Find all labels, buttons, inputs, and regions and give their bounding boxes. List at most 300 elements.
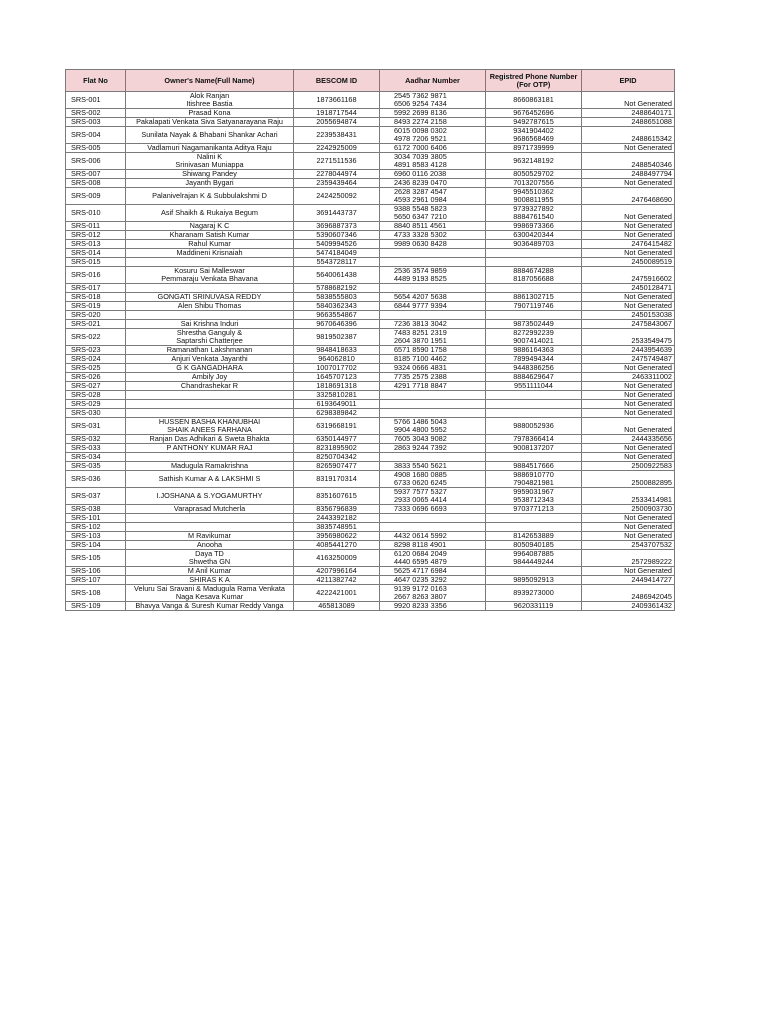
aadhar-number-cell-line: 3034 7039 3805 [394,152,447,161]
phone-number-cell [486,532,582,541]
bescom-id-cell: 9670646396 [294,320,380,329]
flat-no-cell: SRS-007 [66,170,126,179]
epid-cell: 2488651088 [582,118,675,127]
owner-name-cell [126,92,294,109]
aadhar-number-cell [380,514,486,523]
epid-cell: 2449414727 [582,576,675,585]
owner-name-cell-line: M Ravikumar [188,531,231,540]
owner-name-cell-line: Vadlamuri Nagamanikanta Aditya Raju [147,143,272,152]
epid-cell: 2500922583 [582,462,675,471]
table-row [66,471,675,488]
aadhar-number-cell-line: 6172 7000 6406 [394,143,447,152]
phone-number-cell [486,418,582,435]
aadhar-number-cell-line: 7483 8251 2319 [394,328,447,337]
epid-cell: Not Generated [582,179,675,188]
epid-cell: Not Generated [582,418,675,435]
owner-name-cell [126,329,294,346]
phone-number-cell [486,567,582,576]
epid-cell: 2443954639 [582,346,675,355]
owner-name-cell-line: Naga Kesava Kumar [175,592,244,601]
phone-number-cell-line: 7904821981 [513,478,554,487]
epid-cell: Not Generated [582,523,675,532]
table-row [66,249,675,258]
aadhar-number-cell-line: 4647 0235 3292 [394,575,447,584]
flat-no-cell: SRS-103 [66,532,126,541]
bescom-id-cell: 5640061438 [294,267,380,284]
owner-name-cell [126,222,294,231]
aadhar-number-cell [380,373,486,382]
phone-number-cell [486,523,582,532]
phone-number-cell-line: 8660863181 [513,95,554,104]
epid-cell: 2450153038 [582,311,675,320]
aadhar-number-cell-line: 5992 2699 8136 [394,108,447,117]
phone-number-cell-line: 8272992239 [513,328,554,337]
owner-name-cell [126,462,294,471]
bescom-id-cell: 9848418633 [294,346,380,355]
phone-number-cell-line: 8142653889 [513,531,554,540]
epid-cell: 2463311002 [582,373,675,382]
phone-number-cell [486,249,582,258]
epid-cell: Not Generated [582,567,675,576]
flat-no-cell: SRS-034 [66,453,126,462]
owner-name-cell [126,320,294,329]
aadhar-number-cell [380,567,486,576]
flat-no-cell: SRS-016 [66,267,126,284]
aadhar-number-cell-line: 6120 0684 2049 [394,549,447,558]
header-phone-number: Registred Phone Number (For OTP) [486,70,582,92]
table-row [66,400,675,409]
epid-cell: 2409361432 [582,602,675,611]
bescom-id-cell: 6350144977 [294,435,380,444]
epid-cell: 2543707532 [582,541,675,550]
owner-name-cell [126,532,294,541]
epid-cell: 2450089519 [582,258,675,267]
aadhar-number-cell-line: 5766 1486 5043 [394,417,447,426]
phone-number-cell-line: 9008137207 [513,443,554,452]
aadhar-number-cell-line: 2545 7362 9871 [394,91,447,100]
table-row [66,541,675,550]
phone-number-cell [486,267,582,284]
owner-name-cell-line: Asif Shaikh & Rukaiya Begum [161,208,258,217]
epid-cell: Not Generated [582,249,675,258]
owner-name-cell [126,170,294,179]
phone-number-cell-line: 9036489703 [513,239,554,248]
bescom-id-cell: 6298389842 [294,409,380,418]
owner-name-cell [126,249,294,258]
aadhar-number-cell [380,302,486,311]
flat-no-cell: SRS-022 [66,329,126,346]
bescom-id-cell: 3835748951 [294,523,380,532]
bescom-id-cell: 4085441270 [294,541,380,550]
aadhar-number-cell [380,284,486,293]
phone-number-cell [486,311,582,320]
epid-cell: Not Generated [582,382,675,391]
flat-no-cell: SRS-008 [66,179,126,188]
aadhar-number-cell [380,293,486,302]
owner-name-cell [126,576,294,585]
owner-name-cell-line: Bhavya Vanga & Suresh Kumar Reddy Vanga [135,601,284,610]
flat-no-cell: SRS-017 [66,284,126,293]
table-row [66,576,675,585]
phone-number-cell-line: 9538712343 [513,495,554,504]
table-row [66,92,675,109]
epid-cell: Not Generated [582,205,675,222]
header-epid: EPID [582,70,675,92]
phone-number-cell-line: 8971739999 [513,143,554,152]
bescom-id-cell: 1918717544 [294,109,380,118]
epid-cell: Not Generated [582,144,675,153]
owner-name-cell-line: Pakalapati Venkata Siva Satyanarayana Raju [136,117,283,126]
aadhar-number-cell-line: 4593 2961 0984 [394,195,447,204]
bescom-id-cell: 4163250009 [294,550,380,567]
aadhar-number-cell [380,523,486,532]
bescom-id-cell: 8250704342 [294,453,380,462]
aadhar-number-cell-line: 8298 8118 4901 [394,540,447,549]
header-aadhar-number: Aadhar Number [380,70,486,92]
aadhar-number-cell-line: 8185 7100 4462 [394,354,447,363]
owner-name-cell [126,355,294,364]
owner-name-cell [126,373,294,382]
phone-number-cell [486,462,582,471]
bescom-id-cell: 964062810 [294,355,380,364]
bescom-id-cell: 9819502387 [294,329,380,346]
flat-no-cell: SRS-037 [66,488,126,505]
epid-cell: 2475843067 [582,320,675,329]
phone-number-cell [486,222,582,231]
owner-name-cell-line: HUSSEN BASHA KHANUBHAI [158,417,261,426]
phone-number-cell [486,488,582,505]
owner-name-cell-line: Ambily Joy [191,372,228,381]
table-row [66,505,675,514]
aadhar-number-cell [380,391,486,400]
flat-no-cell: SRS-026 [66,373,126,382]
bescom-id-cell: 4207996164 [294,567,380,576]
flat-no-cell: SRS-028 [66,391,126,400]
owner-name-cell [126,453,294,462]
epid-cell: Not Generated [582,532,675,541]
aadhar-number-cell [380,541,486,550]
bescom-id-cell: 3691443737 [294,205,380,222]
flat-no-cell: SRS-009 [66,188,126,205]
aadhar-number-cell [380,400,486,409]
owner-name-cell-line: Ramanathan Lakshmanan [166,345,253,354]
bescom-id-cell: 2359439464 [294,179,380,188]
owner-name-cell-line: Anooha [196,540,223,549]
phone-number-cell [486,302,582,311]
owner-name-cell-line: M Anil Kumar [187,566,232,575]
flat-no-cell: SRS-038 [66,505,126,514]
epid-cell: 2444335656 [582,435,675,444]
aadhar-number-cell [380,409,486,418]
epid-cell: 2488497794 [582,170,675,179]
header-owner-name: Owner's Name(Full Name) [126,70,294,92]
bescom-id-cell: 5409994526 [294,240,380,249]
aadhar-number-cell [380,532,486,541]
aadhar-number-cell [380,364,486,373]
aadhar-number-cell [380,267,486,284]
flat-no-cell: SRS-109 [66,602,126,611]
phone-number-cell [486,409,582,418]
epid-cell: 2500882895 [582,471,675,488]
epid-cell: 2450128471 [582,284,675,293]
table-row [66,514,675,523]
phone-number-cell [486,258,582,267]
owner-name-cell-line: Shrestha Ganguly & [176,328,243,337]
phone-number-cell-line: 9880052936 [513,421,554,430]
owner-name-cell-line: Itishree Bastia [186,99,233,108]
flat-no-cell: SRS-106 [66,567,126,576]
phone-number-cell-line: 9686568469 [513,134,554,143]
flat-no-cell: SRS-105 [66,550,126,567]
aadhar-number-cell-line: 8840 8511 4561 [394,221,447,230]
owner-name-cell-line: Anjuri Venkata Jayanthi [171,354,248,363]
table-row [66,532,675,541]
epid-cell: Not Generated [582,302,675,311]
phone-number-cell-line: 8861302715 [513,292,554,301]
aadhar-number-cell-line: 7605 3043 9082 [394,434,447,443]
aadhar-number-cell [380,311,486,320]
phone-number-cell [486,144,582,153]
owner-name-cell [126,240,294,249]
bescom-id-cell: 1007017702 [294,364,380,373]
table-row [66,462,675,471]
owner-name-cell [126,585,294,602]
flat-no-cell: SRS-036 [66,471,126,488]
phone-number-cell-line: 9620331119 [513,601,554,610]
flat-no-cell: SRS-025 [66,364,126,373]
owner-name-cell-line: G K GANGADHARA [176,363,243,372]
aadhar-number-cell [380,118,486,127]
table-row [66,284,675,293]
owner-name-cell [126,505,294,514]
aadhar-number-cell-line: 5625 4717 6984 [394,566,447,575]
owner-name-cell [126,284,294,293]
phone-number-cell [486,505,582,514]
owner-name-cell [126,293,294,302]
owner-name-cell [126,258,294,267]
owner-name-cell [126,444,294,453]
table-row [66,222,675,231]
aadhar-number-cell-line: 3833 5540 5621 [394,461,447,470]
phone-number-cell [486,355,582,364]
header-row [66,70,675,92]
owner-name-cell-line: Ranjan Das Adhikari & Sweta Bhakta [149,434,270,443]
owner-name-cell [126,435,294,444]
aadhar-number-cell-line: 2604 3870 1951 [394,336,447,345]
aadhar-number-cell-line: 4440 6595 4879 [394,557,447,566]
phone-number-cell [486,92,582,109]
phone-number-cell [486,550,582,567]
owner-name-cell [126,418,294,435]
table-row [66,267,675,284]
epid-cell: Not Generated [582,444,675,453]
aadhar-number-cell [380,444,486,453]
flat-no-cell: SRS-004 [66,127,126,144]
owner-name-cell-line: Kosuru Sai Malleswar [174,266,245,275]
table-row [66,231,675,240]
phone-number-cell [486,444,582,453]
flat-no-cell: SRS-030 [66,409,126,418]
phone-number-cell [486,170,582,179]
owner-name-cell-line: Chandrashekar R [180,381,239,390]
bescom-id-cell: 3956980622 [294,532,380,541]
table-row [66,435,675,444]
epid-cell: Not Generated [582,400,675,409]
aadhar-number-cell [380,488,486,505]
phone-number-cell [486,231,582,240]
aadhar-number-cell-line: 7735 2575 2388 [394,372,447,381]
epid-cell: 2533549475 [582,329,675,346]
bescom-id-cell: 9663554867 [294,311,380,320]
phone-number-cell [486,602,582,611]
owner-name-cell-line: Daya TD [195,549,224,558]
phone-number-cell-line: 8939273000 [513,588,554,597]
owner-name-cell [126,567,294,576]
owner-name-cell-line: Veluru Sai Sravani & Madugula Rama Venkata [134,584,285,593]
flat-no-cell: SRS-032 [66,435,126,444]
aadhar-number-cell-line: 6960 0116 2038 [394,169,447,178]
aadhar-number-cell-line: 4291 7718 8847 [394,381,447,390]
aadhar-number-cell-line: 6844 9777 9394 [394,301,447,310]
phone-number-cell [486,514,582,523]
phone-number-cell [486,364,582,373]
phone-number-cell-line: 7013207556 [513,178,554,187]
bescom-id-cell: 8319170314 [294,471,380,488]
owner-name-cell [126,118,294,127]
aadhar-number-cell-line: 9324 0666 4831 [394,363,447,372]
phone-number-cell-line: 6300420344 [513,230,554,239]
table-row [66,373,675,382]
table-row [66,118,675,127]
aadhar-number-cell [380,205,486,222]
bescom-id-cell: 6193649011 [294,400,380,409]
phone-number-cell [486,400,582,409]
aadhar-number-cell [380,453,486,462]
aadhar-number-cell-line: 2933 0065 4414 [394,495,447,504]
aadhar-number-cell-line: 9139 9172 0163 [394,584,447,593]
phone-number-cell-line: 9884517666 [513,461,554,470]
phone-number-cell-line: 8187056688 [513,274,554,283]
aadhar-number-cell-line: 5937 7577 5327 [394,487,447,496]
bescom-id-cell: 8265907477 [294,462,380,471]
flat-no-cell: SRS-104 [66,541,126,550]
phone-number-cell [486,284,582,293]
phone-number-cell [486,205,582,222]
table-row [66,488,675,505]
table-row [66,523,675,532]
phone-number-cell-line: 9986973366 [513,221,554,230]
table-row [66,585,675,602]
bescom-id-cell: 6319668191 [294,418,380,435]
owner-name-cell-line: Srinivasan Muniappa [175,160,244,169]
owner-name-cell [126,550,294,567]
owner-name-cell [126,267,294,284]
flat-no-cell: SRS-024 [66,355,126,364]
epid-cell: 2488615342 [582,127,675,144]
aadhar-number-cell [380,258,486,267]
owner-name-cell-line: SHAIK ANEES FARHANA [167,425,252,434]
aadhar-number-cell [380,462,486,471]
owner-name-cell-line: Maddineni Krisnaiah [176,248,243,257]
bescom-id-cell: 2278044974 [294,170,380,179]
aadhar-number-cell [380,355,486,364]
table-row [66,258,675,267]
epid-cell: 2486942045 [582,585,675,602]
table-row [66,364,675,373]
bescom-id-cell: 1873661168 [294,92,380,109]
owner-name-cell [126,523,294,532]
phone-number-cell-line: 9632148192 [513,156,554,165]
table-row [66,409,675,418]
table-row [66,127,675,144]
phone-number-cell [486,118,582,127]
table-row [66,170,675,179]
phone-number-cell-line: 7907119746 [513,301,554,310]
aadhar-number-cell-line: 6506 9254 7434 [394,99,447,108]
flat-no-cell: SRS-011 [66,222,126,231]
table-row [66,205,675,222]
epid-cell: 2476415482 [582,240,675,249]
flat-no-cell: SRS-006 [66,153,126,170]
owner-name-cell-line: Saptarshi Chatterjee [176,336,243,345]
table-row [66,188,675,205]
flat-no-cell: SRS-102 [66,523,126,532]
aadhar-number-cell [380,329,486,346]
phone-number-cell-line: 9945510362 [513,187,554,196]
phone-number-cell-line: 8884761540 [513,212,554,221]
flat-no-cell: SRS-029 [66,400,126,409]
phone-number-cell [486,293,582,302]
aadhar-number-cell-line: 8493 2274 2158 [394,117,447,126]
aadhar-number-cell-line: 5654 4207 5638 [394,292,447,301]
aadhar-number-cell [380,435,486,444]
epid-cell: 2475916602 [582,267,675,284]
owner-name-cell-line: GONGATI SRINUVASA REDDY [157,292,262,301]
flat-no-cell: SRS-015 [66,258,126,267]
phone-number-cell-line: 9448386256 [513,363,554,372]
bescom-id-cell: 5840362343 [294,302,380,311]
aadhar-number-cell [380,92,486,109]
aadhar-number-cell-line: 2667 8263 3807 [394,592,447,601]
phone-number-cell-line: 7978366414 [513,434,554,443]
owner-name-cell-line: Alen Shibu Thomas [177,301,242,310]
owner-name-cell-line: Alok Ranjan [189,91,230,100]
owner-name-cell [126,391,294,400]
bescom-id-cell: 2242925009 [294,144,380,153]
flat-no-cell: SRS-018 [66,293,126,302]
table-row [66,444,675,453]
owner-name-cell [126,541,294,550]
owner-name-cell-line: Prasad Kona [188,108,231,117]
owner-name-cell-line: SHIRAS K A [189,575,230,584]
aadhar-number-cell [380,222,486,231]
aadhar-number-cell-line: 9388 5548 5823 [394,204,447,213]
aadhar-number-cell [380,418,486,435]
epid-cell: 2572989222 [582,550,675,567]
flat-no-cell: SRS-031 [66,418,126,435]
phone-number-cell-line: 9964087885 [513,549,554,558]
phone-number-cell [486,127,582,144]
epid-cell: Not Generated [582,453,675,462]
phone-number-cell [486,109,582,118]
table-row [66,453,675,462]
epid-cell: 2488640171 [582,109,675,118]
bescom-id-cell: 4222421001 [294,585,380,602]
phone-number-cell [486,373,582,382]
phone-number-cell-line: 8884629647 [513,372,554,381]
phone-number-cell-line: 9703771213 [513,504,554,513]
header-flat-no: Flat No [66,70,126,92]
